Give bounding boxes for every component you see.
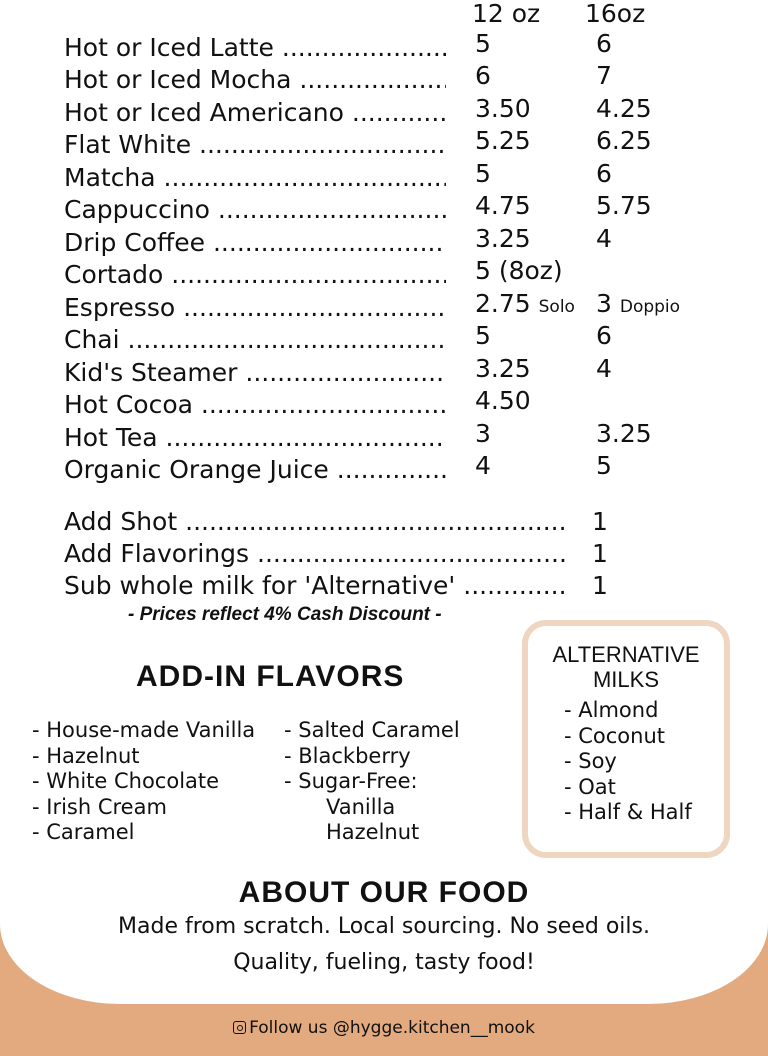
flavor-item: - Hazelnut: [32, 743, 140, 768]
menu-row-americano: [0, 94, 768, 129]
price-12oz: 4: [475, 451, 491, 480]
item-name: Matcha .....: [64, 162, 446, 194]
price-16oz: [596, 288, 680, 323]
milks-title-line: ALTERNATIVE: [552, 642, 700, 667]
food-line-1: Made from scratch. Local sourcing. No seed oils.: [118, 914, 650, 939]
flavor-item: - House-made Vanilla: [32, 718, 256, 742]
price-16oz: 6: [596, 321, 612, 350]
price-16oz: 5.75: [596, 191, 652, 220]
item-name: Kid's Steamer .....: [64, 357, 446, 389]
price-12oz: 5: [475, 159, 491, 188]
item-name: Hot Cocoa .....: [64, 389, 446, 421]
food-line-2: Quality, fueling, tasty food!: [233, 950, 535, 975]
item-name: Cappuccino .....: [64, 194, 446, 226]
item-name: Hot or Iced Mocha .....: [64, 64, 446, 96]
price-16oz: 5: [596, 451, 612, 480]
price-16oz: 4: [596, 354, 612, 383]
flavor-item: - Blackberry: [284, 743, 411, 768]
price-value: 2.75: [475, 289, 531, 318]
price-value: 3: [596, 289, 612, 318]
size-note-doppio: Doppio: [619, 297, 681, 317]
flavor-sub-item: Vanilla: [326, 794, 396, 819]
addon-row-flavorings: [0, 538, 768, 570]
item-name: Drip Coffee .....: [64, 227, 446, 259]
item-name: Hot or Iced Latte .....: [64, 32, 446, 64]
flavor-sub-item: Hazelnut: [326, 820, 420, 844]
price-16oz: 6: [596, 29, 612, 58]
addon-row-alt-milk: [0, 570, 768, 602]
price-12oz: 6: [475, 61, 491, 90]
add-in-flavors-title: ADD-IN FLAVORS: [136, 660, 405, 693]
item-name: Organic Orange Juice .....: [64, 454, 446, 486]
menu-row-chai: [0, 321, 768, 356]
price-16oz: 7: [596, 61, 612, 90]
addon-price: 1: [592, 571, 608, 600]
size-header-12oz: 12 oz: [472, 0, 541, 28]
menu-row-cortado: [0, 256, 768, 291]
price-16oz: 4: [596, 224, 612, 253]
menu-row-cappuccino: [0, 191, 768, 226]
milk-list: [564, 698, 692, 826]
addon-name: Add Shot .....: [64, 506, 568, 538]
item-name: Hot or Iced Americano .....: [64, 97, 446, 129]
addon-price: 1: [592, 539, 608, 568]
menu-row-drip-coffee: [0, 224, 768, 259]
milk-item: - Oat: [564, 774, 616, 799]
price-16oz: 6.25: [596, 126, 652, 155]
flavors-column-2: [284, 718, 460, 846]
price-12oz: 3.25: [475, 224, 531, 253]
menu-row-flat-white: [0, 126, 768, 161]
item-name: Flat White .....: [64, 129, 446, 161]
cash-discount-note: - Prices reflect 4% Cash Discount -: [128, 604, 442, 625]
price-12oz: 5 (8oz): [475, 256, 563, 285]
menu-row-hot-tea: [0, 419, 768, 454]
flavor-item: - Salted Caramel: [284, 718, 460, 742]
milk-item: - Half & Half: [564, 800, 692, 824]
price-16oz: 6: [596, 159, 612, 188]
price-12oz: 3.25: [475, 354, 531, 383]
flavor-item: - Irish Cream: [32, 794, 167, 819]
price-12oz: 5: [475, 321, 491, 350]
flavors-column-1: [32, 718, 255, 846]
price-16oz: 3.25: [596, 419, 652, 448]
item-name: Cortado .....: [64, 259, 446, 291]
price-16oz: 4.25: [596, 94, 652, 123]
menu-row-latte: [0, 29, 768, 64]
menu-row-kids-steamer: [0, 354, 768, 389]
price-12oz: [475, 288, 575, 323]
alternative-milks-box: [522, 620, 730, 858]
instagram-icon: [233, 1021, 246, 1034]
price-12oz: 4.75: [475, 191, 531, 220]
milks-title-line: MILKS: [592, 667, 660, 692]
size-note-solo: Solo: [538, 297, 575, 317]
menu-row-mocha: [0, 61, 768, 96]
alternative-milks-title: [528, 642, 724, 692]
flavor-item: - Caramel: [32, 820, 135, 844]
social-handle[interactable]: Follow us @hygge.kitchen__mook: [249, 1018, 535, 1038]
item-name: Chai .....: [64, 324, 446, 356]
item-name: Espresso .....: [64, 292, 446, 324]
addon-name: Sub whole milk for 'Alternative' .....: [64, 570, 568, 602]
size-header-16oz: 16oz: [585, 0, 646, 28]
menu-row-matcha: [0, 159, 768, 194]
addon-price: 1: [592, 507, 608, 536]
price-12oz: 5.25: [475, 126, 531, 155]
milk-item: - Soy: [564, 749, 617, 773]
menu-row-orange-juice: [0, 451, 768, 486]
milk-item: - Coconut: [564, 723, 666, 748]
item-name: Hot Tea .....: [64, 422, 446, 454]
about-food-title: ABOUT OUR FOOD: [238, 876, 530, 909]
addon-row-shot: [0, 506, 768, 538]
flavor-item: - Sugar-Free:: [284, 769, 418, 793]
price-12oz: 3: [475, 419, 491, 448]
addon-name: Add Flavorings .....: [64, 538, 568, 570]
price-12oz: 4.50: [475, 386, 531, 415]
milk-item: - Almond: [564, 698, 659, 722]
menu-row-espresso: [0, 289, 768, 324]
price-12oz: 3.50: [475, 94, 531, 123]
menu-row-hot-cocoa: [0, 386, 768, 421]
flavor-item: - White Chocolate: [32, 769, 220, 793]
price-12oz: 5: [475, 29, 491, 58]
social-footer: [0, 1016, 768, 1040]
